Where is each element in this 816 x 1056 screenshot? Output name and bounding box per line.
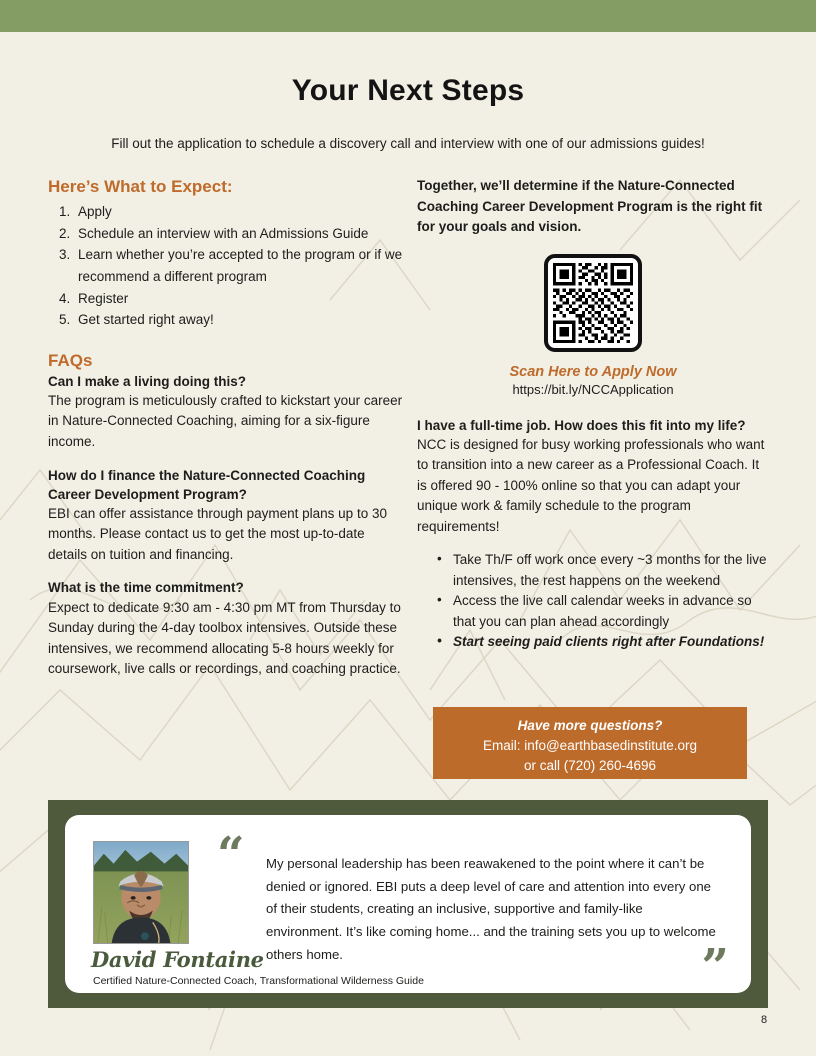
faq-item xyxy=(48,372,403,453)
list-item: • Access the live call calendar weeks in advance so that you can plan ahead accordingly xyxy=(437,591,769,632)
testimonial-card xyxy=(65,815,751,993)
benefits-list xyxy=(417,550,769,653)
contact-box xyxy=(433,707,747,779)
quote-open-icon: “ xyxy=(217,827,245,883)
list-item: 5. Get started right away! xyxy=(74,309,403,331)
list-item: 2. Schedule an interview with an Admissions Guide xyxy=(74,223,403,245)
testimonial-role: Certified Nature-Connected Coach, Transformational Wilderness Guide xyxy=(93,975,424,987)
left-column xyxy=(48,176,403,693)
qr-code-matrix xyxy=(553,263,633,343)
testimonial-quote: My personal leadership has been reawakened to the point where it can’t be denied or ignored. EBI puts a deep level of care and attention into every one of their students, creating an inclusive, supportive and family-like environment. It’s like coming home... and the training sets you up to welcome others home. xyxy=(266,856,716,962)
list-item: 1. Apply xyxy=(74,201,403,223)
faq-question: How do I finance the Nature-Connected Coaching Career Development Program? xyxy=(48,467,366,502)
quote-close-icon: ” xyxy=(701,939,729,995)
faq-question: What is the time commitment? xyxy=(48,580,244,596)
list-item: 3. Learn whether you’re accepted to the program or if we recommend a different program xyxy=(74,244,403,287)
application-url[interactable]: https://bit.ly/NCCApplication xyxy=(512,381,674,397)
list-item: • Start seeing paid clients right after Foundations! xyxy=(437,632,769,653)
list-item: • Take Th/F off work once every ~3 months for the live intensives, the rest happens on the weekend xyxy=(437,550,769,591)
steps-list xyxy=(48,201,403,331)
intro-text: Fill out the application to schedule a discovery call and interview with one of our admissions guides! xyxy=(111,136,705,151)
faq-item xyxy=(417,416,769,538)
portrait-photo xyxy=(94,842,188,943)
list-item: 4. Register xyxy=(74,288,403,310)
expect-heading: Here’s What to Expect: xyxy=(48,177,233,196)
avatar xyxy=(93,841,189,944)
page-title: Your Next Steps xyxy=(291,74,525,107)
testimonial-frame xyxy=(48,800,768,1008)
faq-item xyxy=(48,578,403,679)
qr-code-icon[interactable] xyxy=(544,254,642,352)
testimonial-name: David Fontaine xyxy=(91,947,264,972)
right-column xyxy=(417,176,769,653)
lead-text: Together, we’ll determine if the Nature-Connected Coaching Career Development Program is the right fit for your goals and vision. xyxy=(417,178,763,235)
scan-label: Scan Here to Apply Now xyxy=(509,363,677,380)
faq-item xyxy=(48,466,403,566)
faq-answer: NCC is designed for busy working professionals who want to transition into a new career as a Professional Coach. It is offered 90 - 100% online so that you can adapt your unique work & family schedule to the program requirements! xyxy=(417,436,765,534)
faq-answer: Expect to dedicate 9:30 am - 4:30 pm MT from Thursday to Sunday during the 4-day toolbox intensives. Outside these intensives, we recommend allocating 5-8 hours weekly for coursework, live calls or recordings, and coaching practice. xyxy=(48,599,401,677)
contact-title: Have more questions? xyxy=(517,718,663,733)
faq-answer: The program is meticulously crafted to kickstart your career in Nature-Connected Coaching, aiming for a six-figure income. xyxy=(48,392,403,449)
faq-question: I have a full-time job. How does this fit into my life? xyxy=(417,417,746,433)
contact-phone[interactable]: or call (720) 260-4696 xyxy=(523,757,657,773)
faq-heading: FAQs xyxy=(48,350,93,370)
faq-question: Can I make a living doing this? xyxy=(48,373,247,389)
contact-email[interactable]: Email: info@earthbasedinstitute.org xyxy=(482,738,698,754)
faq-answer: EBI can offer assistance through payment plans up to 30 months. Please contact us to get the most up-to-date details on tuition and financing. xyxy=(48,505,387,562)
page-number: 8 xyxy=(760,1014,768,1026)
